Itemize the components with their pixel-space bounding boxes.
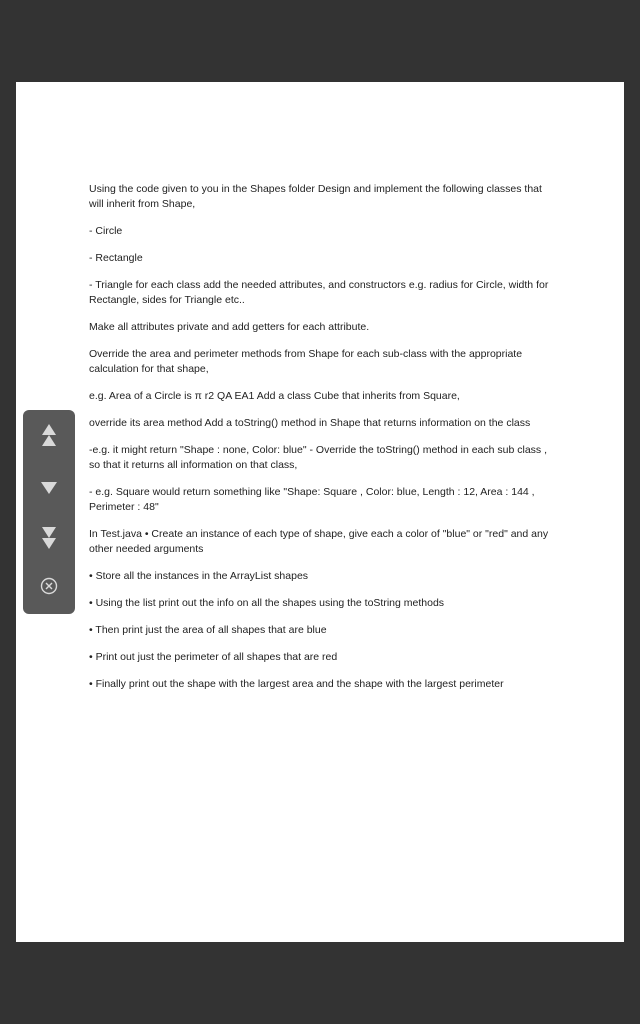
paragraph-tostring-example: -e.g. it might return "Shape : none, Color: blue" - Override the toString() method in each sub class , so that it returns all information on that class, bbox=[89, 444, 548, 471]
close-button[interactable] bbox=[23, 566, 75, 606]
scroll-down-button[interactable] bbox=[23, 468, 75, 508]
paragraph-test-java: In Test.java • Create an instance of each type of shape, give each a color of "blue" or "red" and any other needed arguments bbox=[89, 528, 549, 555]
paragraph-private-attributes: Make all attributes private and add getters for each attribute. bbox=[89, 321, 370, 333]
paragraph-override-area: Override the area and perimeter methods from Shape for each sub-class with the appropriate calculation for that shape, bbox=[89, 348, 523, 375]
close-icon bbox=[40, 577, 58, 595]
paragraph-print-blue-area: • Then print just the area of all shapes that are blue bbox=[89, 624, 327, 636]
paragraph-store-instances: • Store all the instances in the ArrayList shapes bbox=[89, 570, 309, 582]
paragraph-square-example: - e.g. Square would return something like "Shape: Square , Color: blue, Length : 12, Area : 144 , Perimeter : 48" bbox=[89, 486, 535, 513]
scroll-to-bottom-icon bbox=[41, 525, 57, 551]
paragraph-triangle: - Triangle for each class add the needed attributes, and constructors e.g. radius for Circle, width for Rectangle, sides for Triangle etc.. bbox=[89, 279, 549, 306]
paragraph-intro: Using the code given to you in the Shapes folder Design and implement the following classes that will inherit from Shape, bbox=[89, 183, 542, 210]
paragraph-circle-area: e.g. Area of a Circle is π r2 QA EA1 Add a class Cube that inherits from Square, bbox=[89, 390, 460, 402]
paragraph-tostring: override its area method Add a toString() method in Shape that returns information on the class bbox=[89, 417, 531, 429]
scroll-down-icon bbox=[40, 481, 58, 495]
scroll-to-top-button[interactable] bbox=[23, 416, 75, 456]
paragraph-circle: - Circle bbox=[89, 225, 123, 237]
paragraph-print-red-perimeter: • Print out just the perimeter of all shapes that are red bbox=[89, 651, 338, 663]
paragraph-print-info: • Using the list print out the info on all the shapes using the toString methods bbox=[89, 597, 445, 609]
paragraph-rectangle: - Rectangle bbox=[89, 252, 143, 264]
paragraph-print-largest: • Finally print out the shape with the largest area and the shape with the largest perimeter bbox=[89, 678, 504, 690]
scroll-to-bottom-button[interactable] bbox=[23, 518, 75, 558]
document-body bbox=[89, 182, 549, 704]
document-page bbox=[16, 82, 624, 942]
scroll-to-top-icon bbox=[41, 423, 57, 449]
scroll-toolbar bbox=[23, 410, 75, 614]
